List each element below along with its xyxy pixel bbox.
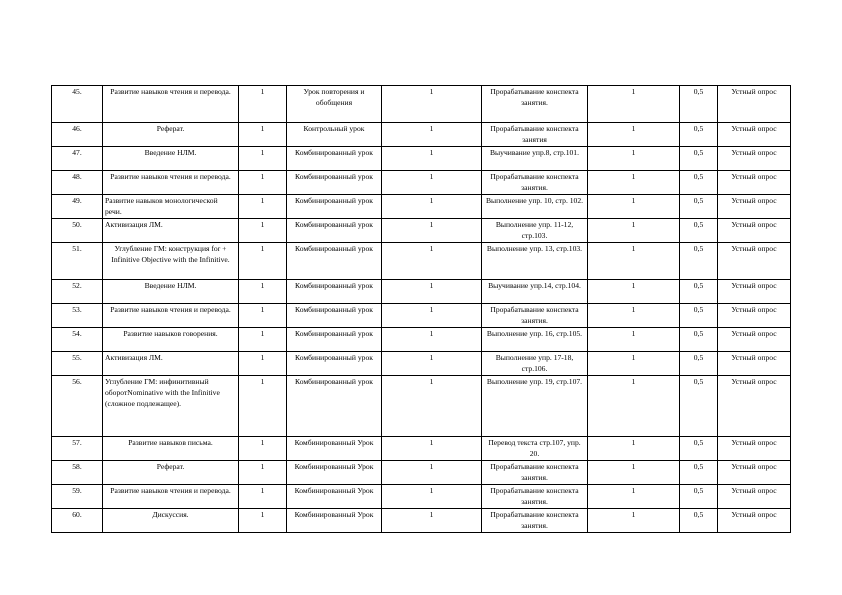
cell-self-study: 1 [588,280,680,304]
cell-topic: Углубление ГМ: инфинитивный оборотNominative with the Infinitive (сложное подлежащее). [103,376,239,437]
cell-self-study: 1 [588,461,680,485]
cell-count: 1 [382,352,482,376]
cell-lesson-type: Комбинированный урок [287,171,382,195]
table-row [52,485,791,509]
cell-points: 0,5 [680,123,718,147]
cell-count: 1 [382,195,482,219]
cell-topic: Активизация ЛМ. [103,219,239,243]
table-row [52,86,791,123]
cell-topic: Введение НЛМ. [103,147,239,171]
cell-self-study: 1 [588,86,680,123]
cell-count: 1 [382,485,482,509]
cell-lesson-type: Урок повторения и обобщения [287,86,382,123]
cell-points: 0,5 [680,280,718,304]
cell-lesson-number: 52. [52,280,103,304]
cell-topic: Развитие навыков монологической речи. [103,195,239,219]
cell-points: 0,5 [680,376,718,437]
table-row [52,280,791,304]
cell-self-study: 1 [588,147,680,171]
cell-homework: Выполнение упр. 16, стр.105. [482,328,588,352]
cell-lesson-number: 49. [52,195,103,219]
cell-lesson-number: 50. [52,219,103,243]
cell-points: 0,5 [680,147,718,171]
cell-control-form: Устный опрос [718,219,791,243]
cell-homework: Прорабатывание конспекта занятия. [482,485,588,509]
cell-control-form: Устный опрос [718,243,791,280]
cell-lesson-type: Комбинированный Урок [287,461,382,485]
cell-lesson-type: Комбинированный Урок [287,509,382,533]
cell-homework: Прорабатывание конспекта занятия. [482,304,588,328]
cell-self-study: 1 [588,195,680,219]
cell-lesson-number: 53. [52,304,103,328]
cell-lesson-type: Комбинированный урок [287,280,382,304]
cell-hours: 1 [239,86,287,123]
cell-lesson-number: 59. [52,485,103,509]
cell-count: 1 [382,376,482,437]
cell-lesson-type: Комбинированный Урок [287,437,382,461]
cell-control-form: Устный опрос [718,195,791,219]
cell-count: 1 [382,437,482,461]
cell-points: 0,5 [680,509,718,533]
cell-lesson-number: 47. [52,147,103,171]
lesson-plan-table [51,85,791,533]
cell-topic: Реферат. [103,461,239,485]
cell-self-study: 1 [588,123,680,147]
table-row [52,437,791,461]
cell-count: 1 [382,86,482,123]
table-row [52,304,791,328]
cell-control-form: Устный опрос [718,86,791,123]
table-row [52,171,791,195]
cell-homework: Выполнение упр. 13, стр.103. [482,243,588,280]
cell-control-form: Устный опрос [718,437,791,461]
cell-count: 1 [382,304,482,328]
cell-count: 1 [382,123,482,147]
cell-lesson-number: 54. [52,328,103,352]
cell-points: 0,5 [680,304,718,328]
cell-count: 1 [382,147,482,171]
table-row [52,123,791,147]
cell-homework: Перевод текста стр.107, упр. 20. [482,437,588,461]
cell-count: 1 [382,328,482,352]
cell-hours: 1 [239,171,287,195]
cell-hours: 1 [239,195,287,219]
cell-lesson-number: 46. [52,123,103,147]
cell-homework: Прорабатывание конспекта занятия. [482,171,588,195]
cell-topic: Развитие навыков письма. [103,437,239,461]
cell-points: 0,5 [680,171,718,195]
cell-points: 0,5 [680,461,718,485]
cell-hours: 1 [239,328,287,352]
table-row [52,243,791,280]
cell-points: 0,5 [680,437,718,461]
table-row [52,195,791,219]
cell-control-form: Устный опрос [718,123,791,147]
cell-homework: Прорабатывание конспекта занятия. [482,86,588,123]
cell-homework: Выучивание упр.8, стр.101. [482,147,588,171]
cell-control-form: Устный опрос [718,304,791,328]
cell-hours: 1 [239,352,287,376]
cell-self-study: 1 [588,304,680,328]
cell-hours: 1 [239,304,287,328]
cell-lesson-number: 51. [52,243,103,280]
table-row [52,461,791,485]
cell-points: 0,5 [680,328,718,352]
cell-lesson-type: Комбинированный урок [287,219,382,243]
cell-homework: Выполнение упр. 10, стр. 102. [482,195,588,219]
cell-points: 0,5 [680,352,718,376]
cell-self-study: 1 [588,509,680,533]
cell-points: 0,5 [680,195,718,219]
cell-lesson-number: 55. [52,352,103,376]
cell-points: 0,5 [680,485,718,509]
cell-hours: 1 [239,485,287,509]
cell-count: 1 [382,171,482,195]
cell-topic: Развитие навыков чтения и перевода. [103,304,239,328]
cell-topic: Развитие навыков чтения и перевода. [103,171,239,195]
cell-self-study: 1 [588,352,680,376]
cell-self-study: 1 [588,219,680,243]
cell-lesson-number: 60. [52,509,103,533]
cell-self-study: 1 [588,437,680,461]
cell-count: 1 [382,461,482,485]
cell-lesson-type: Комбинированный урок [287,195,382,219]
cell-self-study: 1 [588,376,680,437]
cell-lesson-type: Комбинированный урок [287,352,382,376]
cell-control-form: Устный опрос [718,352,791,376]
cell-lesson-number: 57. [52,437,103,461]
cell-self-study: 1 [588,328,680,352]
cell-lesson-type: Комбинированный урок [287,376,382,437]
cell-topic: Углубление ГМ: конструкция for + Infinitive Objective with the Infinitive. [103,243,239,280]
cell-homework: Прорабатывание конспекта занятия. [482,461,588,485]
cell-count: 1 [382,243,482,280]
cell-control-form: Устный опрос [718,509,791,533]
cell-lesson-number: 58. [52,461,103,485]
cell-homework: Прорабатывание конспекта занятия. [482,509,588,533]
cell-lesson-type: Комбинированный Урок [287,485,382,509]
cell-topic: Развитие навыков чтения и перевода. [103,86,239,123]
cell-hours: 1 [239,280,287,304]
cell-topic: Реферат. [103,123,239,147]
table-row [52,147,791,171]
cell-hours: 1 [239,461,287,485]
cell-control-form: Устный опрос [718,171,791,195]
cell-self-study: 1 [588,485,680,509]
cell-control-form: Устный опрос [718,376,791,437]
cell-homework: Выполнение упр. 17-18, стр.106. [482,352,588,376]
cell-count: 1 [382,280,482,304]
cell-points: 0,5 [680,219,718,243]
cell-points: 0,5 [680,86,718,123]
cell-count: 1 [382,219,482,243]
cell-lesson-type: Комбинированный урок [287,304,382,328]
cell-control-form: Устный опрос [718,147,791,171]
cell-hours: 1 [239,243,287,280]
cell-topic: Развитие навыков говорения. [103,328,239,352]
cell-hours: 1 [239,147,287,171]
table-row [52,509,791,533]
cell-control-form: Устный опрос [718,485,791,509]
cell-self-study: 1 [588,171,680,195]
cell-topic: Дискуссия. [103,509,239,533]
cell-topic: Активизация ЛМ. [103,352,239,376]
cell-lesson-number: 56. [52,376,103,437]
table-row [52,219,791,243]
cell-hours: 1 [239,509,287,533]
table-row [52,328,791,352]
cell-hours: 1 [239,123,287,147]
cell-topic: Развитие навыков чтения и перевода. [103,485,239,509]
table-row [52,352,791,376]
cell-homework: Выполнение упр. 11-12, стр.103. [482,219,588,243]
cell-lesson-type: Комбинированный урок [287,243,382,280]
cell-self-study: 1 [588,243,680,280]
cell-hours: 1 [239,437,287,461]
cell-hours: 1 [239,219,287,243]
cell-control-form: Устный опрос [718,461,791,485]
cell-lesson-number: 48. [52,171,103,195]
cell-lesson-number: 45. [52,86,103,123]
cell-lesson-type: Комбинированный урок [287,328,382,352]
cell-points: 0,5 [680,243,718,280]
cell-hours: 1 [239,376,287,437]
cell-lesson-type: Контрольный урок [287,123,382,147]
cell-homework: Прорабатывание конспекта занятия [482,123,588,147]
cell-count: 1 [382,509,482,533]
cell-control-form: Устный опрос [718,328,791,352]
cell-control-form: Устный опрос [718,280,791,304]
cell-topic: Введение НЛМ. [103,280,239,304]
cell-lesson-type: Комбинированный урок [287,147,382,171]
cell-homework: Выучивание упр.14, стр.104. [482,280,588,304]
table-row [52,376,791,437]
cell-homework: Выполнение упр. 19, стр.107. [482,376,588,437]
